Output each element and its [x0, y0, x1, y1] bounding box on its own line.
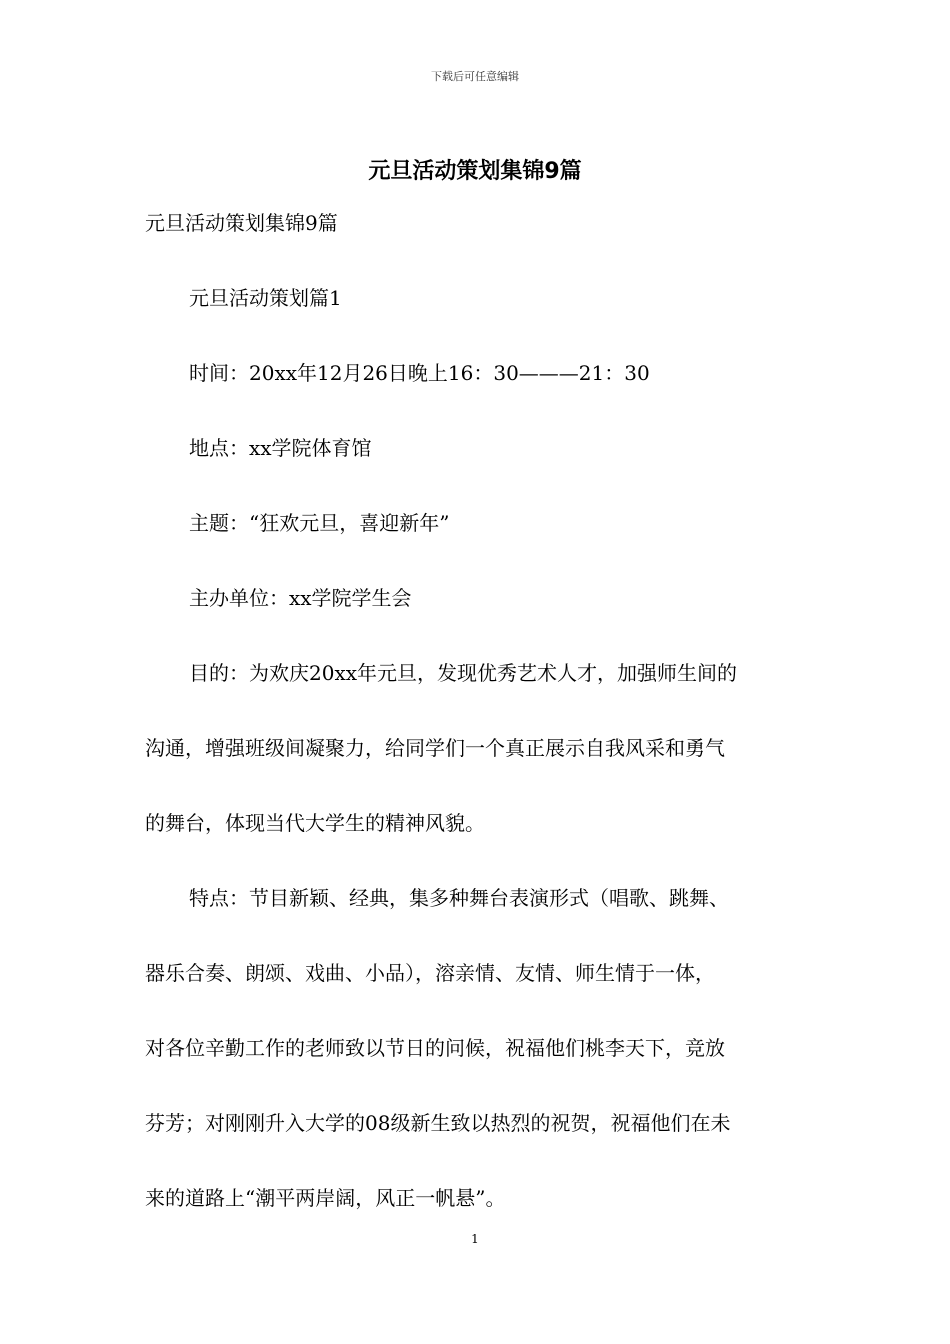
organizer-paragraph: 主办单位：xx学院学生会: [189, 586, 412, 610]
features-line: 特点：节目新颖、经典，集多种舞台表演形式（唱歌、跳舞、: [189, 886, 729, 910]
time-paragraph: 时间：20xx年12月26日晚上16：30———21：30: [189, 361, 650, 385]
features-line: 对各位辛勤工作的老师致以节日的问候，祝福他们桃李天下，竞放: [145, 1036, 725, 1060]
document-body: [145, 205, 810, 1217]
purpose-line: 目的：为欢庆20xx年元旦，发现优秀艺术人才，加强师生间的: [189, 661, 738, 685]
section-heading: 元旦活动策划篇1: [189, 286, 342, 310]
location-paragraph: 地点：xx学院体育馆: [189, 436, 372, 460]
features-line: 器乐合奏、朗颂、戏曲、小品），溶亲情、友情、师生情于一体，: [145, 961, 715, 985]
page-number: 1: [471, 1232, 479, 1246]
header-note: 下载后可任意编辑: [431, 70, 519, 83]
features-line: 芬芳；对刚刚升入大学的08级新生致以热烈的祝贺，祝福他们在未: [145, 1111, 731, 1135]
features-line: 来的道路上“潮平两岸阔，风正一帆悬”。: [145, 1186, 506, 1210]
theme-paragraph: 主题：“狂欢元旦，喜迎新年”: [189, 511, 450, 535]
purpose-line: 沟通，增强班级间凝聚力，给同学们一个真正展示自我风采和勇气: [145, 736, 725, 760]
document-title: 元旦活动策划集锦9篇: [368, 159, 582, 184]
purpose-line: 的舞台，体现当代大学生的精神风貌。: [145, 811, 485, 835]
subtitle-paragraph: 元旦活动策划集锦9篇: [145, 211, 338, 235]
